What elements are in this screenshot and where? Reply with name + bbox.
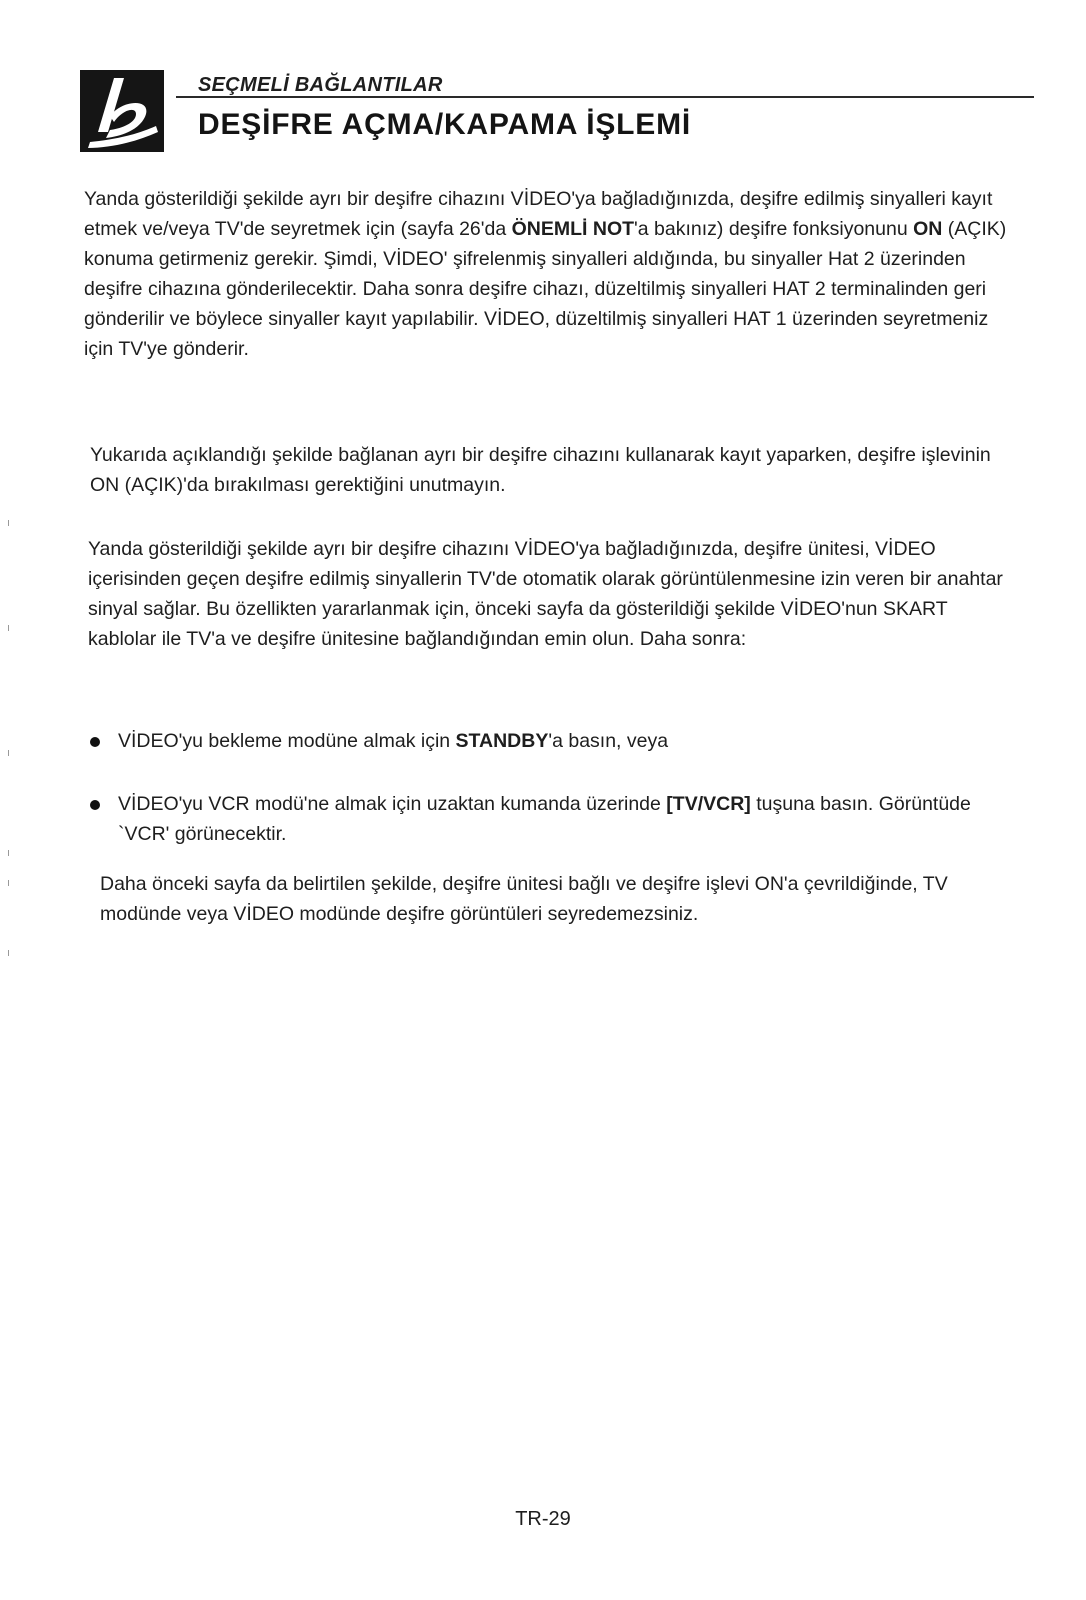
bullet-icon <box>90 737 100 747</box>
header-divider <box>176 96 1034 98</box>
bullet-icon <box>90 800 100 810</box>
paragraph-decoder-warning: Daha önceki sayfa da belirtilen şekilde, deşifre ünitesi bağlı ve deşifre işlevi ON'a çevrildiğinde, TV modünde veya VİDEO modünde deşifre görüntüleri seyredemezsiniz. <box>100 873 948 925</box>
important-note-ref: ÖNEMLİ NOT <box>511 218 635 240</box>
list-item-tv-vcr: VİDEO'yu VCR modü'ne almak için uzaktan kumanda üzerinde [TV/VCR] tuşuna basın. Görüntüde `VCR' görünecektir. <box>90 789 1020 849</box>
paragraph-recording-note: Yukarıda açıklandığı şekilde bağlanan ayrı bir deşifre cihazını kullanarak kayıt yaparken, deşifre işlevinin ON (AÇIK)'da bırakılması gerektiğini unutmayın. <box>90 444 991 496</box>
paragraph-decoder-intro: Yanda gösterildiği şekilde ayrı bir deşifre cihazını VİDEO'ya bağladığınızda, deşifre edilmiş sinyalleri kayıt etmek ve/veya TV'de seyretmek için (sayfa 26'da ÖNEMLİ NOT'a bakınız) deşifre fonksiyonunu ON (AÇIK) konuma getirmeniz gerekir. Şimdi, VİDEO' şifrelenmiş sinyalleri aldığında, bu sinyaller Hat 2 üzerinden deşifre cihazına gönderilecektir. Daha sonra deşifre cihazı, düzeltilmiş sinyalleri HAT 2 terminalinden geri gönderilir ve böylece sinyaller kayıt yapılabilir. VİDEO, düzeltilmiş sinyalleri HAT 1 üzerinden seyretmeniz için TV'ye gönderir. <box>84 188 1007 360</box>
tv-vcr-keyword: [TV/VCR] <box>666 793 751 815</box>
page-title: DEŞİFRE AÇMA/KAPAMA İŞLEMİ <box>198 108 692 141</box>
page-number: TR-29 <box>515 1508 571 1530</box>
standby-keyword: STANDBY <box>455 730 549 752</box>
section-label: SEÇMELİ BAĞLANTILAR <box>198 74 443 96</box>
scan-artifacts <box>8 520 12 980</box>
list-item-standby: VİDEO'yu bekleme modüne almak için STANDBY'a basın, veya <box>90 726 1020 756</box>
chapter-b-icon <box>80 70 164 152</box>
paragraph-switch-signal: Yanda gösterildiği şekilde ayrı bir deşifre cihazını VİDEO'ya bağladığınızda, deşifre ünitesi, VİDEO içerisinden geçen deşifre edilmiş sinyallerin TV'de otomatik olarak görüntülenmesine izin veren bir anahtar sinyal sağlar. Bu özellikten yararlanmak için, önceki sayfa da gösterildiği şekilde VİDEO'nun SKART kablolar ile TV'a ve deşifre ünitesine bağlandığından emin olun. Daha sonra: <box>88 538 1003 650</box>
on-keyword: ON <box>913 218 943 240</box>
